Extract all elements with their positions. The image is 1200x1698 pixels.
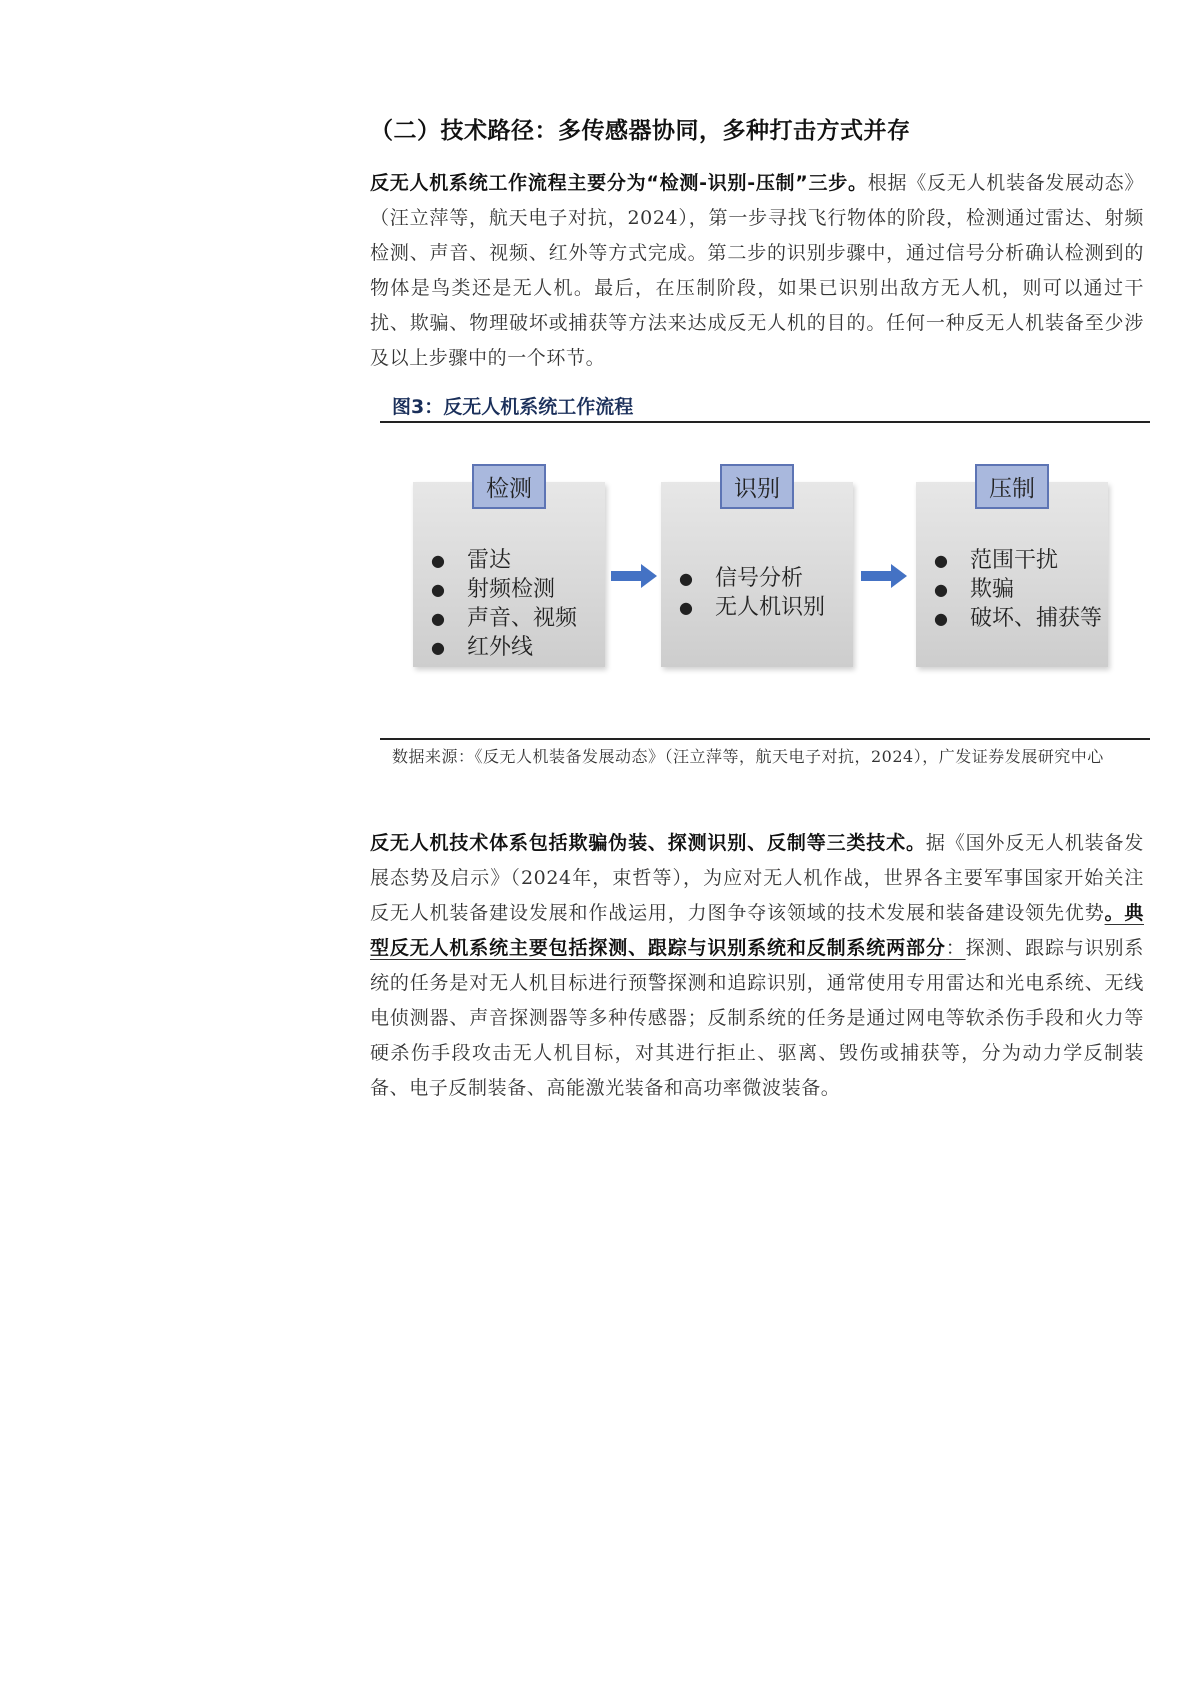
bullet-icon: ● [934, 580, 948, 599]
step-item: ● 范围干扰 [934, 548, 1059, 573]
step-list-suppress [934, 546, 1102, 633]
bullet-icon: ● [679, 598, 693, 617]
step-item: ● 红外线 [431, 635, 534, 660]
step-list-identify [679, 564, 847, 622]
workflow-diagram [395, 458, 1125, 708]
paragraph-tech-body-1: 据《国外反无人机装备发展态势及启示》（2024年，束哲等），为应对无人机作战，世界各主要军事国家开始关注反无人机装备建设发展和作战运用，力图争夺该领域的技术发展和装备建设领先优势 [370, 832, 1144, 924]
step-list-detect [431, 546, 599, 662]
step-item: ● 信号分析 [679, 566, 804, 591]
step-box-identify [661, 476, 853, 667]
step-item: ● 破坏、捕获等 [934, 606, 1103, 631]
bullet-icon: ● [431, 551, 445, 570]
section-heading: （二）技术路径：多传感器协同，多种打击方式并存 [370, 118, 911, 144]
paragraph-tech-underlined-tail: ： [945, 937, 966, 959]
paragraph-workflow [370, 166, 1144, 376]
bullet-icon: ● [934, 551, 948, 570]
arrow-right-icon [861, 564, 907, 588]
paragraph-tech-system [370, 826, 1144, 1106]
bullet-icon: ● [679, 569, 693, 588]
paragraph-tech-body-2: 探测、跟踪与识别系统的任务是对无人机目标进行预警探测和追踪识别，通常使用专用雷达和光电系统、无线电侦测器、声音探测器等多种传感器；反制系统的任务是通过网电等软杀伤手段和火力等硬杀伤手段攻击无人机目标，对其进行拒止、驱离、毁伤或捕获等，分为动力学反制装备、电子反制装备、高能激光装备和高功率微波装备。 [370, 937, 1144, 1099]
paragraph-tech-underlined-bold: 。典型反无人机系统主要包括探测、跟踪与识别系统和反制系统两部分 [370, 902, 1144, 959]
step-label-identify: 识别 [720, 464, 794, 509]
paragraph-workflow-lead: 反无人机系统工作流程主要分为“检测-识别-压制”三步。 [370, 172, 868, 194]
step-box-suppress [916, 476, 1108, 667]
step-item: ● 无人机识别 [679, 595, 826, 620]
paragraph-tech-lead: 反无人机技术体系包括欺骗伪装、探测识别、反制等三类技术。 [370, 832, 926, 854]
step-box-detect [413, 476, 605, 667]
step-item: ● 射频检测 [431, 577, 556, 602]
step-item: ● 声音、视频 [431, 606, 578, 631]
bullet-icon: ● [431, 609, 445, 628]
bullet-icon: ● [431, 580, 445, 599]
figure-title: 图3：反无人机系统工作流程 [392, 396, 634, 418]
step-item: ● 欺骗 [934, 577, 1015, 602]
step-label-detect: 检测 [472, 464, 546, 509]
figure-top-rule [380, 421, 1150, 423]
step-item: ● 雷达 [431, 548, 512, 573]
arrow-right-icon [611, 564, 657, 588]
bullet-icon: ● [934, 609, 948, 628]
figure-source: 数据来源：《反无人机装备发展动态》（汪立萍等，航天电子对抗，2024），广发证券发展研究中心 [392, 747, 1104, 766]
bullet-icon: ● [431, 638, 445, 657]
paragraph-workflow-body: 根据《反无人机装备发展动态》（汪立萍等，航天电子对抗，2024），第一步寻找飞行物体的阶段，检测通过雷达、射频检测、声音、视频、红外等方式完成。第二步的识别步骤中，通过信号分析确认检测到的物体是鸟类还是无人机。最后，在压制阶段，如果已识别出敌方无人机，则可以通过干扰、欺骗、物理破坏或捕获等方法来达成反无人机的目的。任何一种反无人机装备至少涉及以上步骤中的一个环节。 [370, 172, 1144, 369]
step-label-suppress: 压制 [975, 464, 1049, 509]
